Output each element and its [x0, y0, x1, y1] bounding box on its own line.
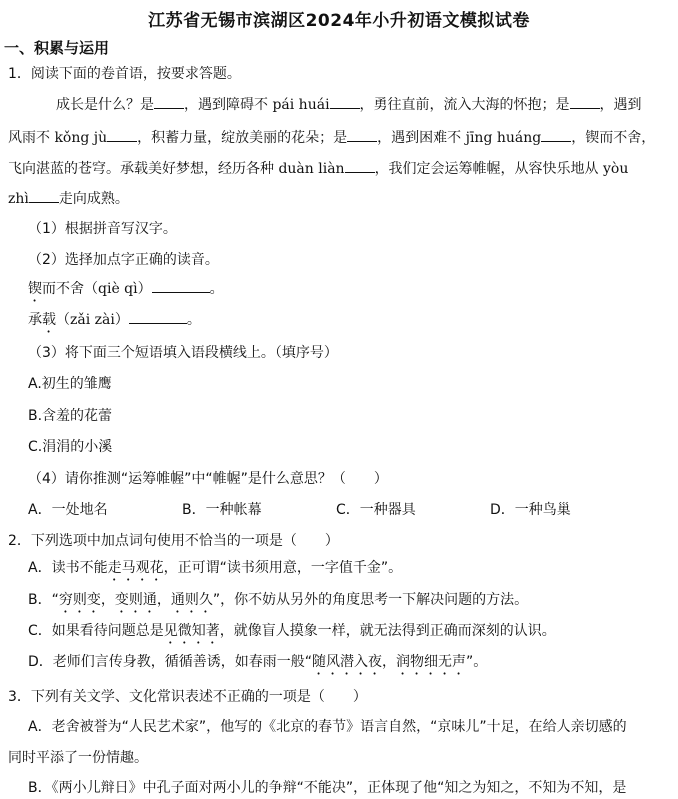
answer-blank[interactable] [154, 94, 184, 109]
section-heading: 一、积累与运用 [4, 39, 110, 57]
answer-blank[interactable] [29, 188, 59, 203]
sub-question-1: （1）根据拼音写汉字。 [28, 221, 177, 237]
phrase-option-b: B.含羞的花蕾 [28, 408, 113, 424]
choice-c[interactable]: C．一种器具 [336, 502, 416, 518]
answer-blank[interactable] [107, 127, 137, 142]
sub-question-2: （2）选择加点字正确的读音。 [28, 252, 219, 268]
question-3-stem: 3．下列有关文学、文化常识表述不正确的一项是（ ） [8, 689, 367, 705]
answer-blank[interactable] [347, 127, 377, 142]
q3-choice-b[interactable]: B．《两小儿辩日》中孔子面对两小儿的争辩“不能决”，正体现了他“知之为知之，不知为不知，是 [28, 780, 627, 796]
answer-blank[interactable] [330, 94, 360, 109]
page-title: 江苏省无锡市滨湖区2024年小升初语文模拟试卷 [148, 11, 530, 31]
answer-blank[interactable] [541, 127, 571, 142]
answer-blank[interactable] [570, 94, 600, 109]
q2-choice-a[interactable]: A．读书不能走马观花，正可谓“读书须用意，一字值千金”。 [28, 560, 403, 576]
q3-choice-a[interactable]: A．老舍被誉为“人民艺术家”，他写的《北京的春节》语言自然，“京味儿”十足，在给人亲切感的 [28, 719, 627, 735]
choice-b[interactable]: B．一种帐幕 [182, 502, 262, 518]
q2-choice-b[interactable]: B．“穷则变，变则通，通则久”，你不妨从另外的角度思考一下解决问题的方法。 [28, 592, 529, 608]
phrase-option-a: A.初生的雏鹰 [28, 376, 112, 392]
passage-line-4: zhì 走向成熟。 [8, 188, 129, 209]
q3-choice-a-continued: 同时平添了一份情趣。 [8, 750, 148, 766]
question-1-stem: 1．阅读下面的卷首语，按要求答题。 [8, 66, 241, 82]
choice-a[interactable]: A．一处地名 [28, 502, 108, 518]
question-2-stem: 2．下列选项中加点词句使用不恰当的一项是（ ） [8, 533, 339, 549]
choice-d[interactable]: D．一种鸟巢 [490, 502, 571, 518]
sub-question-2-item-2: 承载（zǎi zài） 。 [28, 309, 201, 336]
answer-blank[interactable] [129, 309, 187, 324]
sub-question-4: （4）请你推测“运筹帷幄”中“帷幄”是什么意思？（ ） [28, 471, 388, 487]
answer-blank[interactable] [345, 158, 375, 173]
sub-question-2-item-1: 锲而不舍（qiè qì） 。 [28, 278, 224, 305]
phrase-option-c: C.涓涓的小溪 [28, 439, 113, 455]
answer-blank[interactable] [152, 278, 210, 293]
passage-line-3: 飞向湛蓝的苍穹。承载美好梦想，经历各种 duàn liàn ，我们定会运筹帷幄，从容快乐地从 yòu [8, 158, 628, 179]
passage-line-2: 风雨不 kǒng jù ，积蓄力量，绽放美丽的花朵；是 ，遇到困难不 jīng huáng ，锲而不舍， [8, 127, 655, 148]
q2-choice-c[interactable]: C．如果看待问题总是见微知著，就像盲人摸象一样，就无法得到正确而深刻的认识。 [28, 623, 556, 639]
passage-line-1: 成长是什么？是 ，遇到障碍不 pái huái ，勇往直前，流入大海的怀抱；是 ，遇到 [56, 94, 642, 115]
q2-choice-d[interactable]: D．老师们言传身教，循循善诱，如春雨一般“随风潜入夜，润物细无声”。 [28, 654, 488, 670]
sub-question-3: （3）将下面三个短语填入语段横线上。（填序号） [28, 345, 338, 361]
